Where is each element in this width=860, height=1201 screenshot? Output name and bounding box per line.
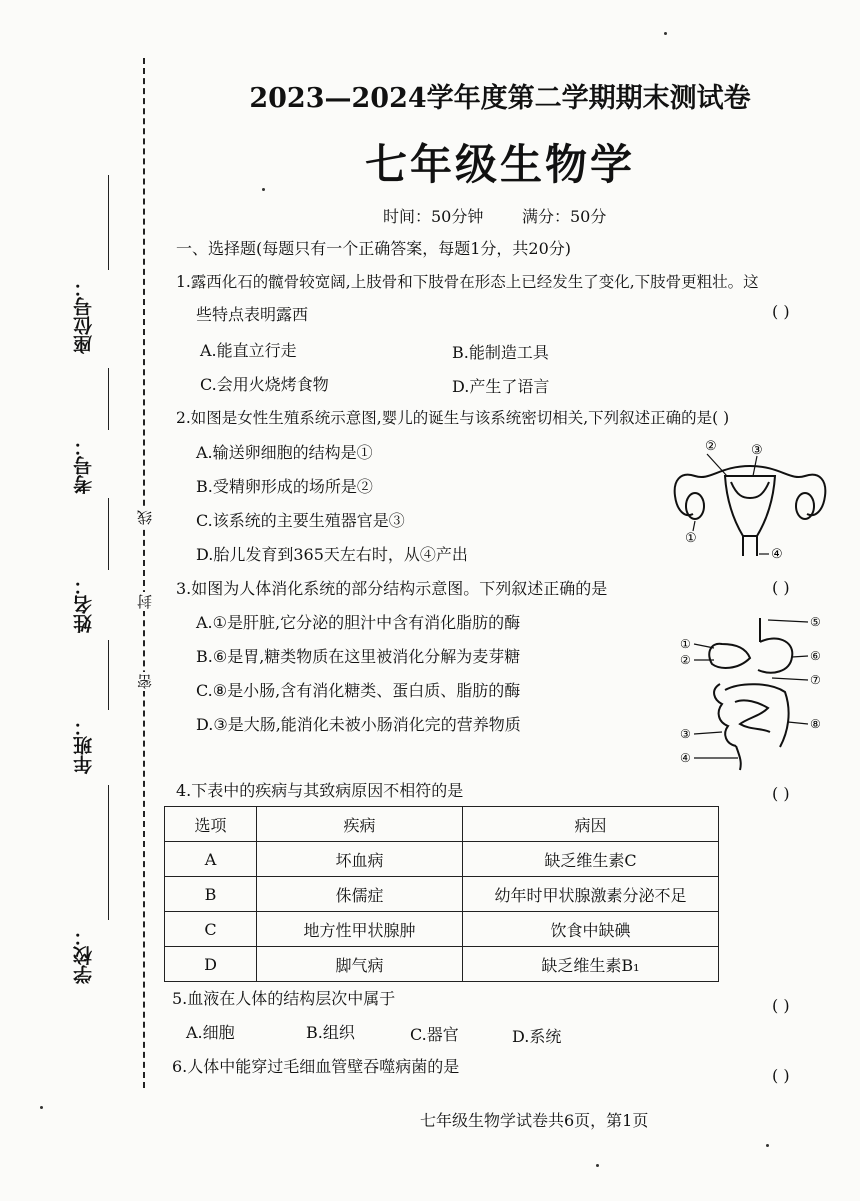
exam-number-label: 考号： bbox=[73, 437, 95, 495]
figure3-label-7: ⑦ bbox=[810, 673, 821, 687]
question-5-answer-blank[interactable]: ( ) bbox=[772, 996, 790, 1015]
question-1-option-c[interactable]: C.会用火烧烤食物 bbox=[200, 375, 329, 394]
table-cell: D bbox=[165, 947, 257, 982]
question-2-option-c[interactable]: C.该系统的主要生殖器官是③ bbox=[196, 511, 405, 530]
question-2-stem: 2.如图是女性生殖系统示意图,婴儿的诞生与该系统密切相关,下列叙述正确的是( ) bbox=[176, 409, 730, 427]
question-1-stem-line2: 些特点表明露西 bbox=[196, 305, 309, 324]
figure3-label-6: ⑥ bbox=[810, 649, 821, 663]
table-cell: B bbox=[165, 877, 257, 912]
figure2-label-2: ② bbox=[705, 439, 717, 454]
exam-title: 2023—2024学年度第二学期期末测试卷 bbox=[249, 83, 751, 114]
binding-dashed-line bbox=[143, 58, 145, 1088]
subject-title: 七年级生物学 bbox=[364, 140, 635, 189]
table-cell: 脚气病 bbox=[257, 947, 463, 982]
scan-speck bbox=[40, 1106, 43, 1109]
table-cell: 坏血病 bbox=[257, 842, 463, 877]
class-label: 年班： bbox=[73, 717, 95, 775]
digestive-system-figure bbox=[680, 612, 830, 772]
question-6-stem: 6.人体中能穿过毛细血管壁吞噬病菌的是 bbox=[172, 1057, 460, 1076]
question-2-option-d[interactable]: D.胎儿发育到365天左右时，从④产出 bbox=[196, 545, 468, 564]
time-label: 时间：50分钟 bbox=[383, 207, 484, 226]
score-label: 满分：50分 bbox=[522, 207, 607, 226]
question-1-answer-blank[interactable]: ( ) bbox=[772, 302, 790, 321]
section-heading: 一、选择题(每题只有一个正确答案，每题1分，共20分) bbox=[176, 239, 572, 258]
table-header-option: 选项 bbox=[165, 807, 257, 842]
school-field[interactable] bbox=[108, 785, 109, 920]
question-3-option-d[interactable]: D.③是大肠,能消化未被小肠消化完的营养物质 bbox=[196, 715, 521, 734]
table-row bbox=[165, 947, 719, 982]
table-header-cause: 病因 bbox=[463, 807, 719, 842]
scan-speck bbox=[262, 188, 265, 191]
table-cell: 饮食中缺碘 bbox=[463, 912, 719, 947]
table-cell: 幼年时甲状腺激素分泌不足 bbox=[463, 877, 719, 912]
table-cell: 地方性甲状腺肿 bbox=[257, 912, 463, 947]
figure2-label-1: ① bbox=[685, 531, 697, 546]
table-cell: 侏儒症 bbox=[257, 877, 463, 912]
question-5-option-a[interactable]: A.细胞 bbox=[186, 1023, 235, 1042]
table-header-row bbox=[165, 807, 719, 842]
class-field[interactable] bbox=[108, 640, 109, 710]
figure3-label-4: ④ bbox=[680, 751, 691, 765]
question-3-option-c[interactable]: C.⑧是小肠,含有消化糖类、蛋白质、脂肪的酶 bbox=[196, 681, 521, 700]
scan-speck bbox=[596, 1164, 599, 1167]
question-4-answer-blank[interactable]: ( ) bbox=[772, 784, 790, 803]
question-3-stem: 3.如图为人体消化系统的部分结构示意图。下列叙述正确的是 bbox=[176, 579, 608, 598]
seal-mark-feng: 封 bbox=[136, 594, 154, 609]
name-label: 姓名： bbox=[73, 576, 95, 634]
table-row bbox=[165, 912, 719, 947]
question-1-option-a[interactable]: A.能直立行走 bbox=[200, 341, 297, 360]
seal-mark-line: 线 bbox=[136, 510, 154, 525]
figure3-label-3: ③ bbox=[680, 727, 691, 741]
figure3-label-5: ⑤ bbox=[810, 615, 821, 629]
scan-speck bbox=[664, 32, 667, 35]
table-cell: 缺乏维生素B₁ bbox=[463, 947, 719, 982]
question-5-option-d[interactable]: D.系统 bbox=[512, 1027, 562, 1046]
question-2-option-a[interactable]: A.输送卵细胞的结构是① bbox=[196, 443, 373, 462]
question-4-stem: 4.下表中的疾病与其致病原因不相符的是 bbox=[176, 781, 464, 800]
question-1-option-b[interactable]: B.能制造工具 bbox=[452, 343, 549, 362]
figure3-label-8: ⑧ bbox=[810, 717, 821, 731]
seat-number-field[interactable] bbox=[108, 175, 109, 270]
table-row bbox=[165, 877, 719, 912]
exam-number-field[interactable] bbox=[108, 368, 109, 430]
question-3-option-b[interactable]: B.⑥是胃,糖类物质在这里被消化分解为麦芽糖 bbox=[196, 647, 521, 666]
figure3-label-1: ① bbox=[680, 637, 691, 651]
scan-speck bbox=[766, 1144, 769, 1147]
table-cell: 缺乏维生素C bbox=[463, 842, 719, 877]
seat-number-label: 座位号： bbox=[73, 278, 95, 354]
question-6-answer-blank[interactable]: ( ) bbox=[772, 1066, 790, 1085]
female-reproductive-system-figure bbox=[665, 436, 835, 566]
question-5-stem: 5.血液在人体的结构层次中属于 bbox=[172, 989, 396, 1008]
question-5-option-b[interactable]: B.组织 bbox=[306, 1023, 355, 1042]
question-3-answer-blank[interactable]: ( ) bbox=[772, 578, 790, 597]
page-footer: 七年级生物学试卷共6页，第1页 bbox=[420, 1111, 649, 1130]
school-label: 学校： bbox=[73, 927, 95, 985]
question-1-stem-line1: 1.露西化石的髋骨较宽阔,上肢骨和下肢骨在形态上已经发生了变化,下肢骨更粗壮。这 bbox=[176, 273, 759, 291]
figure3-label-2: ② bbox=[680, 653, 691, 667]
table-row bbox=[165, 842, 719, 877]
question-2-option-b[interactable]: B.受精卵形成的场所是② bbox=[196, 477, 373, 496]
seal-mark-mi: 密 bbox=[136, 674, 154, 689]
table-cell: A bbox=[165, 842, 257, 877]
disease-cause-table bbox=[164, 806, 719, 982]
figure2-label-4: ④ bbox=[771, 547, 783, 562]
name-field[interactable] bbox=[108, 498, 109, 570]
question-5-option-c[interactable]: C.器官 bbox=[410, 1025, 459, 1044]
question-1-option-d[interactable]: D.产生了语言 bbox=[452, 377, 550, 396]
table-cell: C bbox=[165, 912, 257, 947]
table-header-disease: 疾病 bbox=[257, 807, 463, 842]
question-3-option-a[interactable]: A.①是肝脏,它分泌的胆汁中含有消化脂肪的酶 bbox=[196, 613, 521, 632]
figure2-label-3: ③ bbox=[751, 443, 763, 458]
